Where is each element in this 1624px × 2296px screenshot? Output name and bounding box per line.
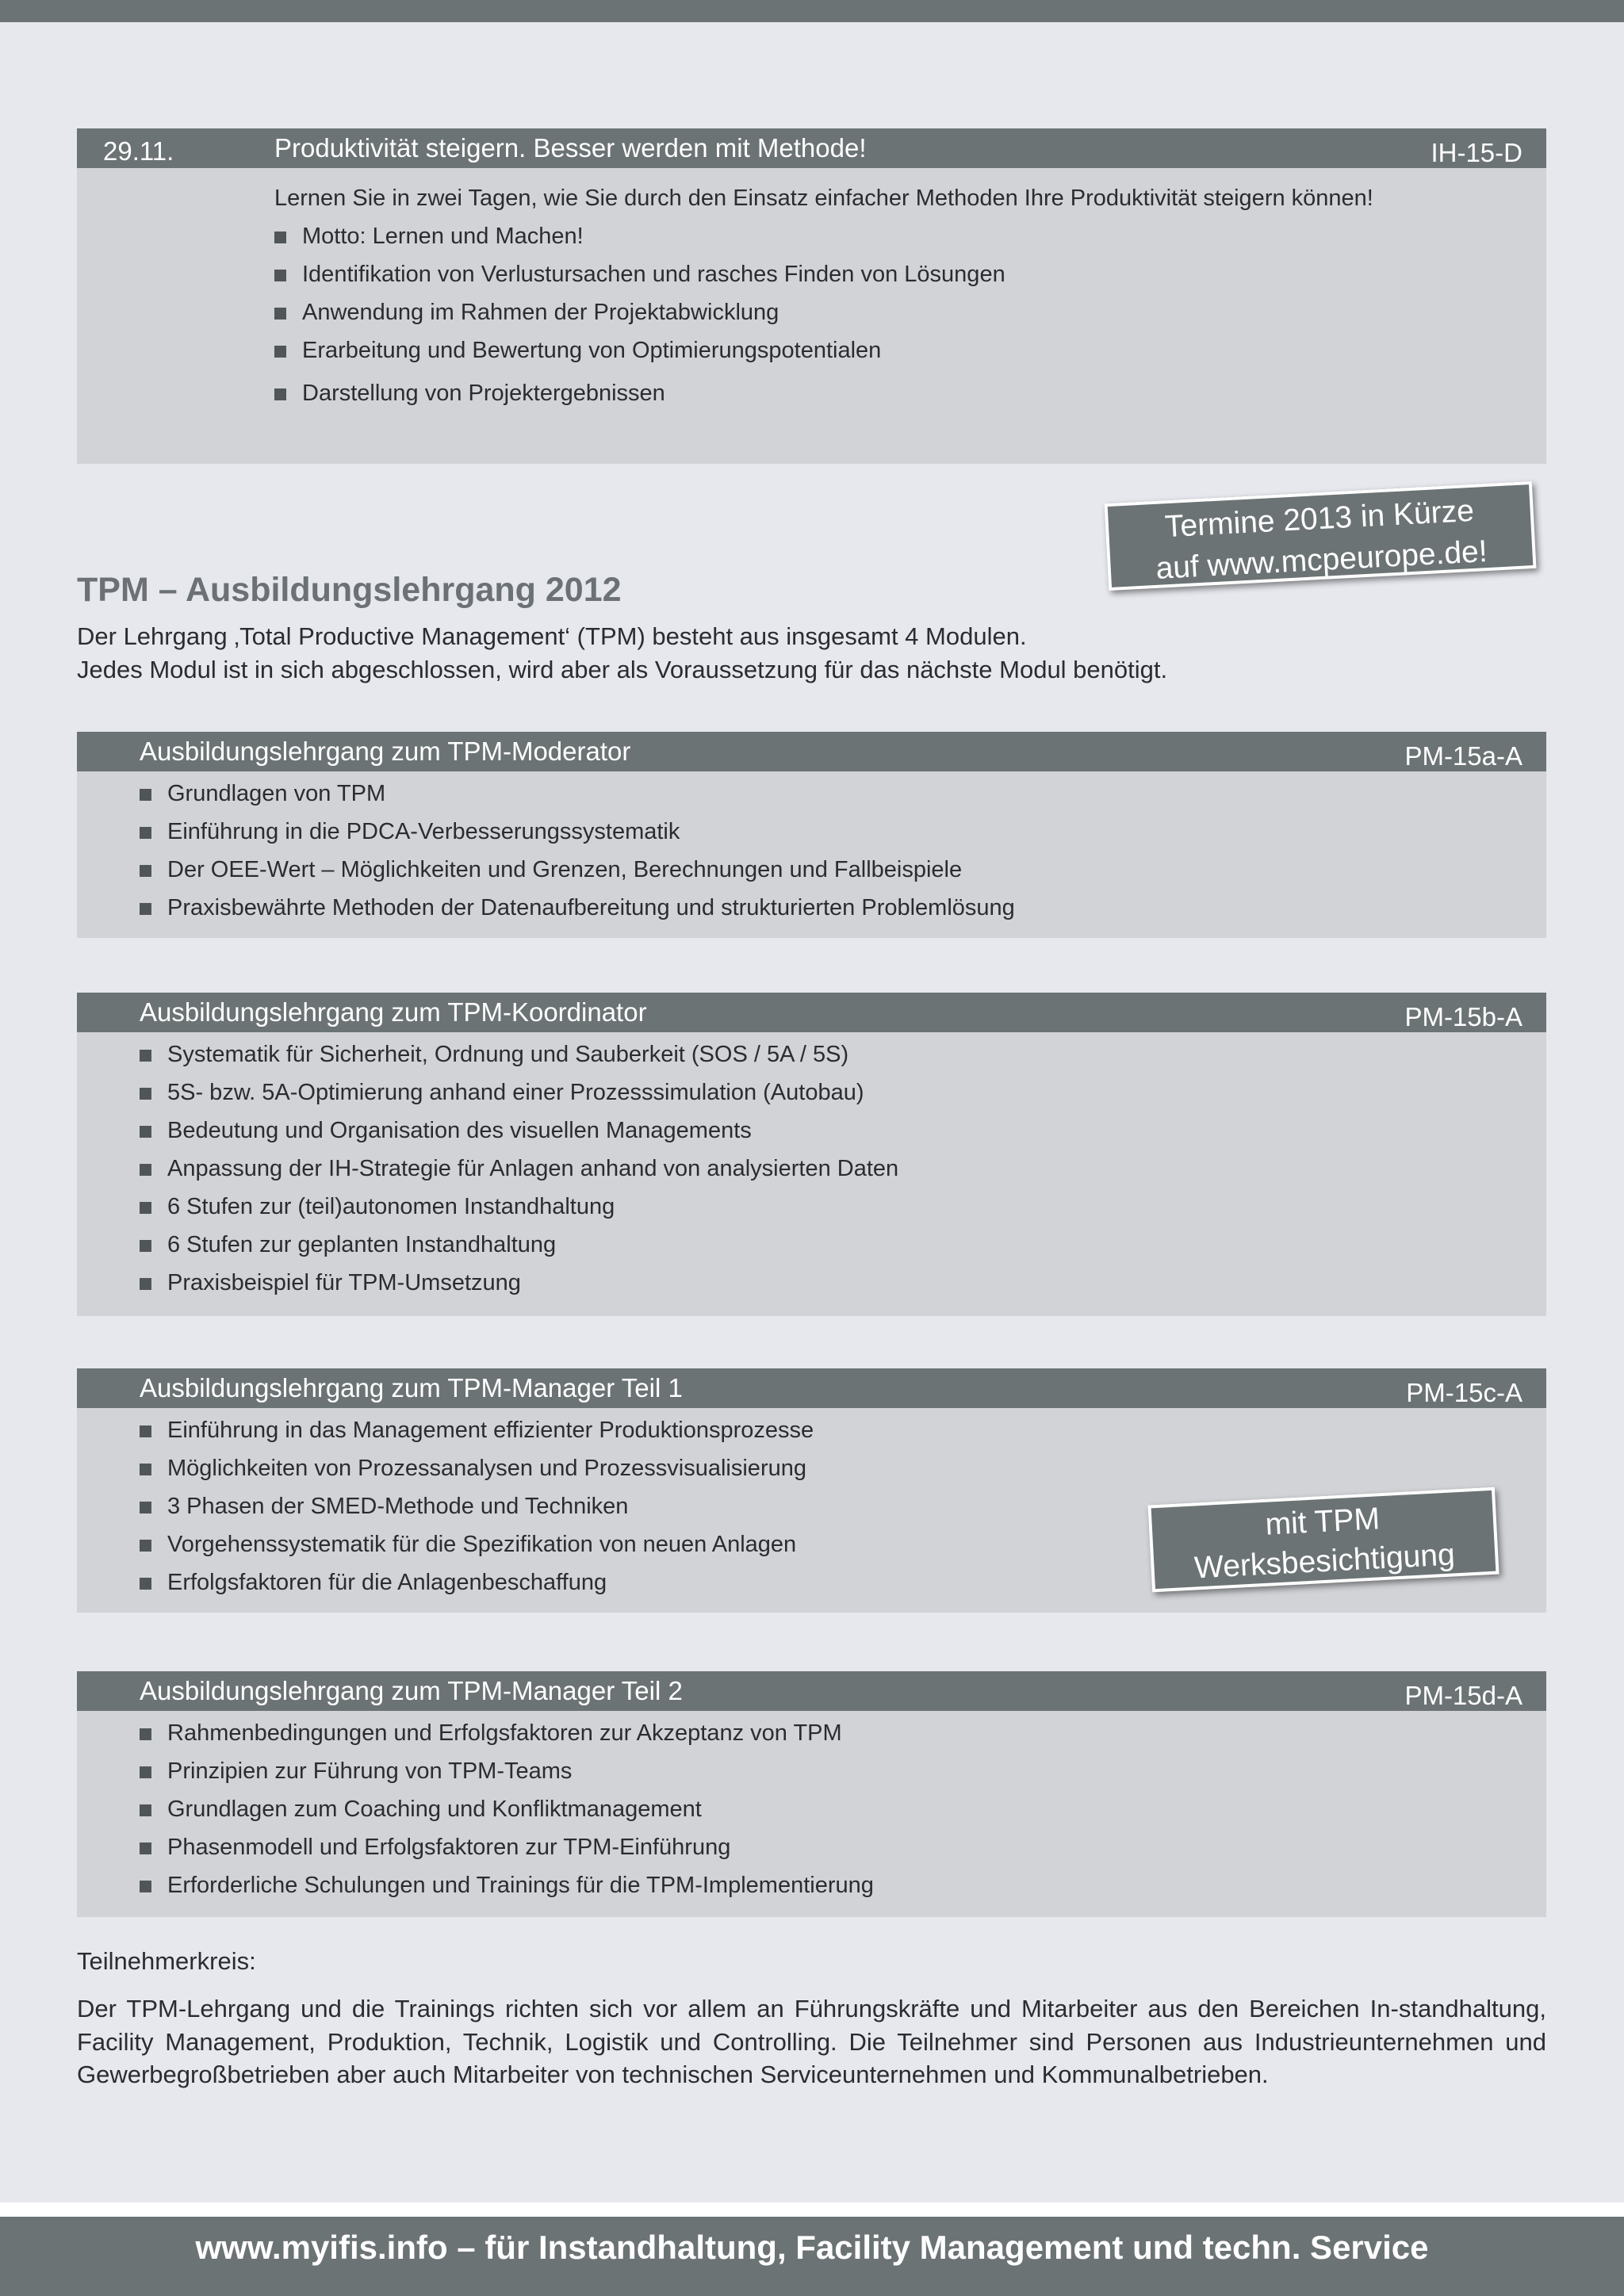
- list-item: Identifikation von Verlustursachen und rasches Finden von Lösungen: [274, 255, 1546, 293]
- list-item: 6 Stufen zur geplanten Instandhaltung: [140, 1226, 1546, 1264]
- bullet-square-icon: [140, 1164, 151, 1176]
- bullet-square-icon: [140, 1088, 151, 1100]
- bullet-square-icon: [140, 1202, 151, 1214]
- module-header: [77, 1368, 1546, 1408]
- bullet-square-icon: [274, 232, 286, 243]
- bullet-square-icon: [140, 1804, 151, 1816]
- seminar-title: Produktivität steigern. Besser werden mit Methode!: [274, 133, 867, 163]
- bullet-square-icon: [140, 1278, 151, 1290]
- list-item: Erfolgsfaktoren für die Anlagenbeschaffung: [140, 1563, 1546, 1601]
- list-item: Praxisbeispiel für TPM-Umsetzung: [140, 1264, 1546, 1302]
- module-code: PM-15c-A: [1406, 1378, 1522, 1407]
- stamp-line: auf www.mcpeurope.de!: [1155, 534, 1488, 586]
- footer-text: www.myifis.info – für Instandhaltung, Facility Management und techn. Service: [195, 2229, 1429, 2266]
- seminar-panel: [77, 128, 1546, 464]
- teilnehmer-label: Teilnehmerkreis:: [77, 1947, 256, 1975]
- list-item: Anwendung im Rahmen der Projektabwicklung: [274, 293, 1546, 331]
- bullet-square-icon: [140, 789, 151, 801]
- module-panel-koordinator: [77, 993, 1546, 1316]
- bullet-square-icon: [140, 1425, 151, 1437]
- module-title: Ausbildungslehrgang zum TPM-Manager Teil 1: [140, 1373, 683, 1402]
- list-item: Erarbeitung und Bewertung von Optimierungspotentialen: [274, 331, 1546, 369]
- module-title: Ausbildungslehrgang zum TPM-Moderator: [140, 737, 631, 766]
- list-item: 3 Phasen der SMED-Methode und Techniken: [140, 1487, 1546, 1525]
- list-item: Prinzipien zur Führung von TPM-Teams: [140, 1752, 1546, 1790]
- module-panel-manager-2: [77, 1671, 1546, 1917]
- module-code: PM-15b-A: [1404, 1002, 1522, 1031]
- bullet-square-icon: [140, 827, 151, 839]
- list-item: Einführung in das Management effizienter Produktionsprozesse: [140, 1411, 1546, 1449]
- list-item: Motto: Lernen und Machen!: [274, 217, 1546, 255]
- bullet-square-icon: [274, 308, 286, 320]
- seminar-date: 29.11.: [103, 136, 174, 166]
- list-item: Anpassung der IH-Strategie für Anlagen anhand von analysierten Daten: [140, 1150, 1546, 1188]
- list-item: Bedeutung und Organisation des visuellen Managements: [140, 1112, 1546, 1150]
- bullet-square-icon: [140, 1502, 151, 1513]
- list-item: Einführung in die PDCA-Verbesserungssystematik: [140, 813, 1546, 851]
- top-bar: [0, 0, 1624, 22]
- bullet-square-icon: [140, 1881, 151, 1892]
- list-item: 6 Stufen zur (teil)autonomen Instandhaltung: [140, 1188, 1546, 1226]
- module-header: [77, 732, 1546, 771]
- module-header: [77, 993, 1546, 1032]
- bullet-square-icon: [140, 865, 151, 877]
- bullet-square-icon: [140, 903, 151, 915]
- stamp-line: Werksbesichtigung: [1193, 1537, 1456, 1586]
- footer-divider: [0, 2202, 1624, 2217]
- teilnehmer-text: Der TPM-Lehrgang und die Trainings richten sich vor allem an Führungskräfte und Mitarbeiter aus den Bereichen In-standhaltung, Facility Management, Produktion, Technik, Logistik und Controlling. Die Teilnehmer sind Personen aus Industrieunternehmen und Gewerbegroßbetrieben aber auch Mitarbeiter von technischen Serviceunternehmen und Kommunalbetrieben.: [77, 1995, 1546, 2088]
- module-title: Ausbildungslehrgang zum TPM-Koordinator: [140, 997, 647, 1027]
- module-panel-moderator: [77, 732, 1546, 938]
- stamp-line: Termine 2013 in Kürze: [1163, 493, 1475, 545]
- list-item: Erforderliche Schulungen und Trainings für die TPM-Implementierung: [140, 1866, 1546, 1904]
- section-intro: Der Lehrgang ‚Total Productive Management‘ (TPM) besteht aus insgesamt 4 Modulen. Jedes Modul ist in sich abgeschlossen, wird aber als Voraussetzung für das nächste Modul benötigt.: [77, 622, 1168, 683]
- module-list: [140, 775, 1546, 927]
- werksbesichtigung-stamp: [1147, 1487, 1499, 1593]
- module-header: [77, 1671, 1546, 1711]
- list-item: Der OEE-Wert – Möglichkeiten und Grenzen, Berechnungen und Fallbeispiele: [140, 851, 1546, 889]
- footer-banner: [0, 2217, 1624, 2296]
- bullet-square-icon: [140, 1540, 151, 1552]
- list-item: Phasenmodell und Erfolgsfaktoren zur TPM-Einführung: [140, 1828, 1546, 1866]
- module-code: PM-15d-A: [1404, 1681, 1522, 1710]
- bullet-square-icon: [274, 270, 286, 281]
- termine-stamp: [1104, 481, 1536, 591]
- bullet-square-icon: [140, 1050, 151, 1062]
- seminar-intro: Lernen Sie in zwei Tagen, wie Sie durch den Einsatz einfacher Methoden Ihre Produktivität steigern können!: [274, 186, 1373, 211]
- bullet-square-icon: [140, 1843, 151, 1854]
- seminar-header: [77, 128, 1546, 168]
- list-item: Möglichkeiten von Prozessanalysen und Prozessvisualisierung: [140, 1449, 1546, 1487]
- list-item: Systematik für Sicherheit, Ordnung und Sauberkeit (SOS / 5A / 5S): [140, 1035, 1546, 1073]
- section-heading: TPM – Ausbildungslehrgang 2012: [77, 571, 622, 609]
- module-list: [140, 1035, 1546, 1302]
- seminar-code: IH-15-D: [1431, 138, 1522, 167]
- list-item: Grundlagen zum Coaching und Konfliktmanagement: [140, 1790, 1546, 1828]
- bullet-square-icon: [140, 1578, 151, 1590]
- bullet-square-icon: [274, 388, 286, 400]
- module-title: Ausbildungslehrgang zum TPM-Manager Teil 2: [140, 1676, 683, 1705]
- list-item: Vorgehenssystematik für die Spezifikation von neuen Anlagen: [140, 1525, 1546, 1563]
- list-item: Rahmenbedingungen und Erfolgsfaktoren zur Akzeptanz von TPM: [140, 1714, 1546, 1752]
- module-code: PM-15a-A: [1404, 741, 1522, 771]
- bullet-square-icon: [140, 1240, 151, 1252]
- bullet-square-icon: [274, 346, 286, 358]
- stamp-line: mit TPM: [1264, 1502, 1381, 1542]
- bullet-square-icon: [140, 1464, 151, 1475]
- list-item: Grundlagen von TPM: [140, 775, 1546, 813]
- list-item: Praxisbewährte Methoden der Datenaufbereitung und strukturierten Problemlösung: [140, 889, 1546, 927]
- bullet-square-icon: [140, 1766, 151, 1778]
- seminar-list: [274, 217, 1546, 412]
- bullet-square-icon: [140, 1728, 151, 1740]
- module-list: [140, 1714, 1546, 1904]
- list-item: Darstellung von Projektergebnissen: [274, 374, 1546, 412]
- bullet-square-icon: [140, 1126, 151, 1138]
- list-item: 5S- bzw. 5A-Optimierung anhand einer Prozesssimulation (Autobau): [140, 1073, 1546, 1112]
